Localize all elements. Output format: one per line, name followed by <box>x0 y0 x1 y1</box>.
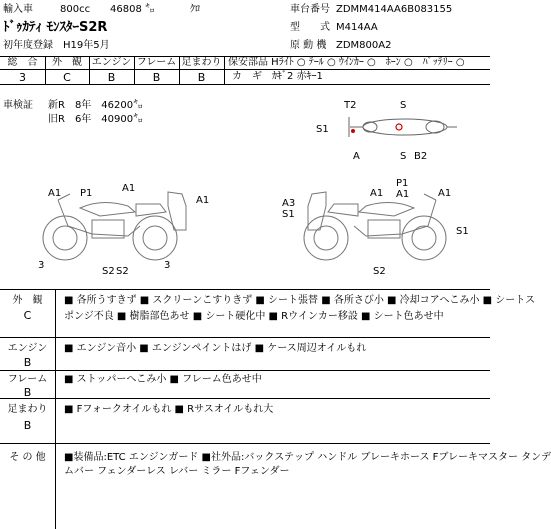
section-frame-line1: ■ ストッパーへこみ小 ■ フレーム色あせ中 <box>64 374 262 385</box>
grade-header-suspension: 足まわり <box>181 57 222 68</box>
section-frame-grade: B <box>23 386 32 399</box>
mark-right-s1-right: S1 <box>456 226 469 237</box>
grade-header-frame: フレーム <box>136 57 177 68</box>
mark-s1-top: S1 <box>316 124 329 135</box>
mark-s-bottom: S <box>400 151 407 162</box>
mileage: 46808 ㌔ <box>110 4 155 15</box>
mark-left-p1: P1 <box>80 188 93 199</box>
mark-right-s1-left: S1 <box>282 209 295 220</box>
safety-parts: 保安部品 Hﾗｲﾄ ○ ﾃｰﾙ ○ ｳｲﾝｶｰ ○ ﾎｰﾝ ○ ﾊﾞｯﾃﾘｰ ○ <box>228 57 465 68</box>
grade-overall: 3 <box>19 71 26 84</box>
type-value: M414AA <box>336 22 378 33</box>
section-frame-label: フレーム <box>7 374 48 385</box>
mark-right-a1-c: A1 <box>438 188 452 199</box>
mark-left-3-rear: 3 <box>164 260 171 271</box>
import-label: 輸入車 <box>3 4 33 15</box>
grade-header-overall: 総 合 <box>7 57 38 68</box>
mark-s-top: S <box>400 100 407 111</box>
mark-a-top: A <box>353 151 360 162</box>
section-other-line1: ■装備品:ETC エンジンガード ■社外品:バックステップ ハンドル ブレーキホース Fブレーキマスター タンデ <box>64 452 551 463</box>
section-suspension-grade: B <box>23 419 32 432</box>
grade-suspension: B <box>197 71 206 84</box>
section-engine-label: エンジン <box>7 343 48 354</box>
model-name: ﾄﾞｩｶﾃｨ ﾓﾝｽﾀｰS2R <box>3 20 108 35</box>
mark-right-p1: P1 <box>396 178 409 189</box>
mark-right-a1-a: A1 <box>370 188 384 199</box>
grade-header-engine: エンジン <box>91 57 132 68</box>
mark-t2: T2 <box>344 100 357 111</box>
section-other-label: そ の 他 <box>9 452 46 463</box>
color: ｸﾛ <box>190 4 200 15</box>
section-exterior-grade: C <box>23 309 32 322</box>
section-other-line2: ムバー フェンダーレス レバー ミラー Fフェンダー <box>64 466 290 477</box>
mark-left-a1-front: A1 <box>48 188 62 199</box>
section-engine-line1: ■ エンジン音小 ■ エンジンペイントはげ ■ ケース周辺オイルもれ <box>64 343 367 354</box>
left-side-diagram <box>40 186 200 266</box>
section-suspension-label: 足まわり <box>7 404 48 415</box>
section-suspension-line1: ■ Fフォークオイルもれ ■ Rサスオイルもれ大 <box>64 404 274 415</box>
inspection-new-r: 新R 8年 46200㌔ <box>48 100 144 111</box>
first-registration: 初年度登録 H19年5月 <box>3 40 110 51</box>
inspection-old-r: 旧R 6年 40900㌔ <box>48 114 144 125</box>
grade-frame: B <box>152 71 161 84</box>
frame-number-label: 車台番号 <box>290 4 330 15</box>
frame-number: ZDMM414AA6B083155 <box>336 4 453 15</box>
section-exterior-line1: ■ 各所うすきず ■ スクリーンこすりきず ■ シート張替 ■ 各所さび小 ■ 冷却コアへこみ小 ■ シートス <box>64 295 536 306</box>
engine-model-label: 原 動 機 <box>290 40 327 51</box>
mark-left-3-front: 3 <box>38 260 45 271</box>
section-exterior-line2: ポンジ不良 ■ 樹脂部色あせ ■ シート硬化中 ■ Rウインカー移設 ■ シート色あせ中 <box>64 311 444 322</box>
section-exterior-label: 外 観 <box>12 295 43 306</box>
mark-b2: B2 <box>414 151 428 162</box>
grade-exterior: C <box>63 71 71 84</box>
grade-header-exterior: 外 観 <box>52 57 82 68</box>
mark-right-a1-b: A1 <box>396 189 410 200</box>
mark-left-a1-rear: A1 <box>196 195 210 206</box>
mark-left-s2-b: S2 <box>116 266 129 277</box>
section-engine-grade: B <box>23 356 32 369</box>
mark-right-s2: S2 <box>373 266 386 277</box>
displacement: 800cc <box>60 4 91 15</box>
keys: カ ギ ｶｷﾞ2 赤ｷｰ1 <box>232 71 323 82</box>
inspection-label: 車検証 <box>3 100 33 111</box>
mark-left-s2-a: S2 <box>102 266 115 277</box>
type-label: 型 式 <box>290 22 330 33</box>
mark-right-a3: A3 <box>282 198 296 209</box>
grade-engine: B <box>107 71 116 84</box>
engine-model-value: ZDM800A2 <box>336 40 392 51</box>
mark-left-a1-mid: A1 <box>122 183 136 194</box>
